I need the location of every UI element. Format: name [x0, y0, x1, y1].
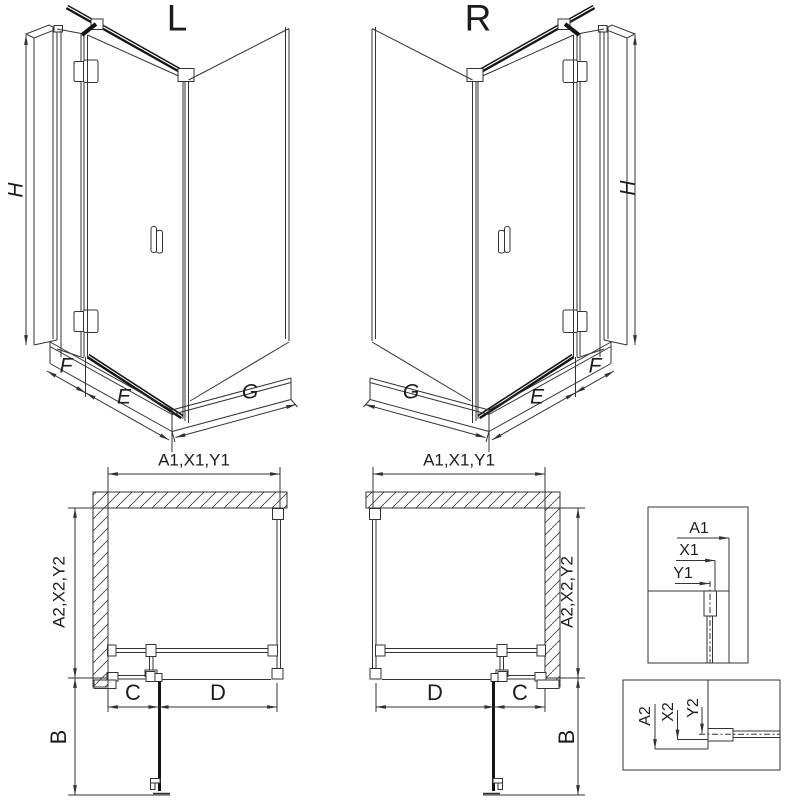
- plan-left-side-dim-label: A2,X2,Y2: [49, 556, 69, 628]
- iso-left-f-label: F: [59, 354, 73, 378]
- iso-right-height-label: H: [616, 180, 640, 196]
- plan-right-c-label: C: [512, 680, 528, 705]
- plan-left-b-label: B: [46, 729, 71, 745]
- iso-left-title: L: [166, 0, 188, 39]
- plan-right-d-label: D: [427, 680, 443, 705]
- iso-left-e-label: E: [116, 385, 132, 409]
- plan-left-top-dim-label: A1,X1,Y1: [158, 450, 230, 470]
- detail-a2-label: A2: [637, 706, 654, 726]
- detail-x2-label: X2: [660, 702, 677, 722]
- plan-left-d-label: D: [210, 680, 226, 705]
- detail-a1-label: A1: [689, 520, 709, 537]
- plan-left-c-label: C: [125, 680, 141, 705]
- detail-y2-label: Y2: [685, 698, 702, 718]
- plan-right-b-label: B: [554, 729, 579, 745]
- iso-left-g-label: G: [241, 380, 259, 404]
- detail-y1-label: Y1: [673, 565, 693, 582]
- iso-right-e-label: E: [529, 385, 545, 409]
- plan-right-top-dim-label: A1,X1,Y1: [423, 450, 495, 470]
- iso-right-f-label: F: [588, 354, 602, 378]
- iso-right-title: R: [464, 0, 492, 39]
- plan-right-side-dim-label: A2,X2,Y2: [557, 556, 577, 628]
- iso-right-g-label: G: [402, 380, 420, 404]
- detail-x1-label: X1: [679, 542, 699, 559]
- iso-left-height-label: H: [4, 182, 28, 198]
